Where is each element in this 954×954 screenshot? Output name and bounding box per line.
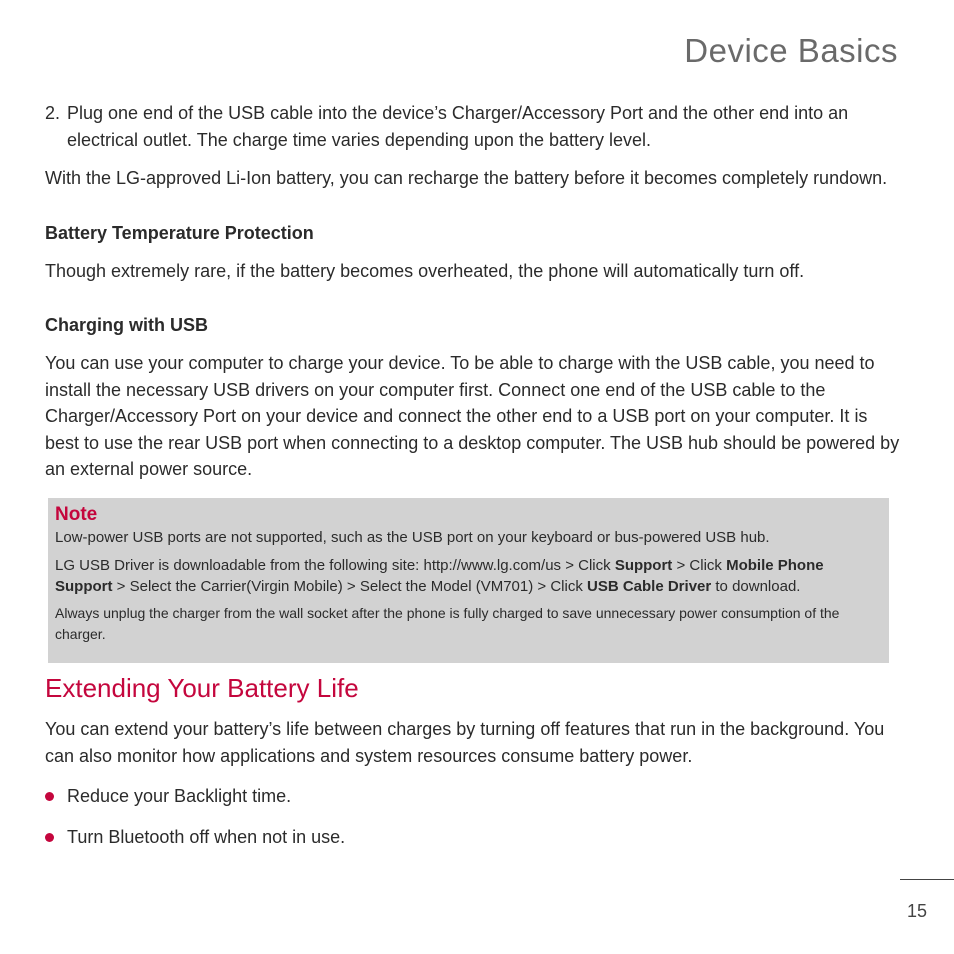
note-mobile-phone-support-label: Mobile Phone Support bbox=[55, 557, 824, 595]
bullet-icon bbox=[45, 833, 54, 842]
note-support-label: Support bbox=[614, 557, 673, 574]
list-item bbox=[45, 824, 345, 850]
step-number: 2. bbox=[45, 103, 61, 123]
extending-battery-heading: Extending Your Battery Life bbox=[45, 673, 359, 703]
bullet-icon bbox=[45, 792, 54, 801]
charging-usb-heading: Charging with USB bbox=[45, 315, 208, 335]
list-item-text: Turn Bluetooth off when not in use. bbox=[67, 827, 346, 847]
note-line-2-text-3: > Select the Carrier(Virgin Mobile) > Select the Model (VM701) > Click bbox=[112, 578, 587, 595]
note-line-1: Low-power USB ports are not supported, such as the USB port on your keyboard or bus-powered USB hub. bbox=[55, 529, 770, 546]
note-line-2 bbox=[55, 555, 882, 597]
extending-battery-body: You can extend your battery’s life between charges by turning off features that run in the background. You can also monitor how applications and system resources consume battery power. bbox=[45, 719, 885, 766]
li-ion-paragraph: With the LG-approved Li-Ion battery, you can recharge the battery before it becomes completely rundown. bbox=[45, 168, 888, 188]
list-item bbox=[45, 783, 291, 809]
note-title: Note bbox=[55, 504, 98, 525]
page-title: Device Basics bbox=[684, 32, 898, 69]
battery-temp-heading: Battery Temperature Protection bbox=[45, 222, 314, 243]
charging-usb-body: You can use your computer to charge your device. To be able to charge with the USB cable, you need to install the necessary USB drivers on your computer first. Connect one end of the USB cable to the Charger/Accessory Port on your device and connect the other end to a USB port on your computer. It is best to use the rear USB port when connecting to a desktop computer. The USB hub should be powered by an external power source. bbox=[45, 353, 900, 479]
note-box bbox=[48, 498, 889, 663]
note-usb-cable-driver-label: USB Cable Driver bbox=[587, 578, 712, 595]
list-item-text: Reduce your Backlight time. bbox=[67, 786, 292, 806]
battery-temp-body: Though extremely rare, if the battery becomes overheated, the phone will automatically turn off. bbox=[45, 260, 805, 281]
note-line-2-text-1: LG USB Driver is downloadable from the following site: http://www.lg.com/us > Click bbox=[55, 557, 615, 574]
step-text: Plug one end of the USB cable into the device’s Charger/Accessory Port and the other end into an electrical outlet. The charge time varies depending upon the battery level. bbox=[67, 103, 849, 150]
page-number: 15 bbox=[906, 901, 927, 921]
footer-rule bbox=[900, 879, 954, 880]
note-line-2-text-2: > Click bbox=[672, 557, 727, 574]
note-line-2-text-4: to download. bbox=[711, 578, 801, 595]
numbered-step bbox=[45, 100, 900, 153]
note-line-3: Always unplug the charger from the wall socket after the phone is fully charged to save unnecessary power consumption of the charger. bbox=[55, 605, 840, 642]
main-content bbox=[45, 100, 900, 483]
